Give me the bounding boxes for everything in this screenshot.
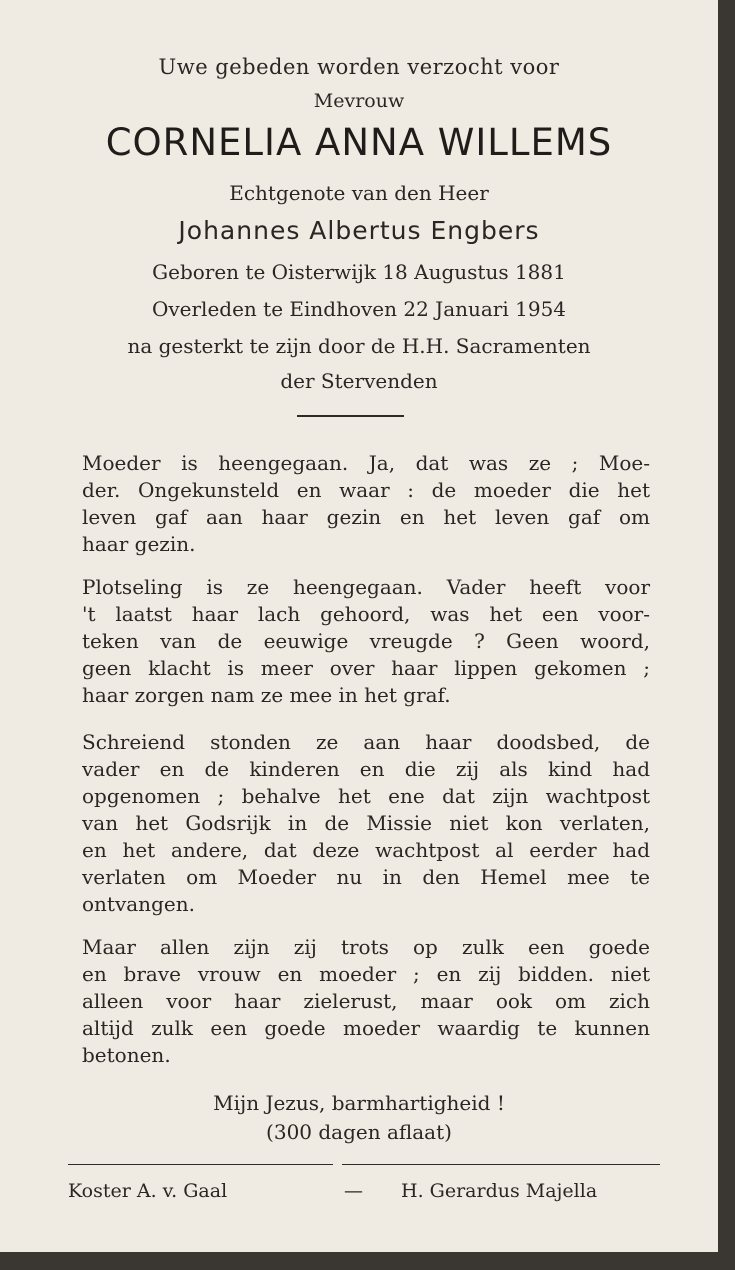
text-line: leven gaf aan haar gezin en het leven gaf om	[82, 505, 650, 529]
text-line: 't laatst haar lach gehoord, was het een voor-	[82, 602, 650, 626]
text-line: betonen.	[82, 1043, 171, 1067]
text-line: haar zorgen nam ze mee in het graf.	[82, 683, 451, 707]
text-line: ontvangen.	[82, 892, 195, 916]
prayer-request: Uwe gebeden worden verzocht voor	[158, 55, 560, 79]
spouse-intro: Echtgenote van den Heer	[229, 181, 489, 205]
text-line: opgenomen ; behalve het ene dat zijn wachtpost	[82, 784, 650, 808]
ejaculation-prayer: Mijn Jezus, barmhartigheid !	[213, 1091, 505, 1115]
text-line: teken van de eeuwige vreugde ? Geen woord,	[82, 629, 650, 653]
text-line: verlaten om Moeder nu in den Hemel mee te	[82, 865, 650, 889]
text-line: en het andere, dat deze wachtpost al eerder had	[82, 838, 650, 862]
text-line: van het Godsrijk in de Missie niet kon verlaten,	[82, 811, 650, 835]
honorific: Mevrouw	[313, 90, 405, 112]
text-line: Maar allen zijn zij trots op zulk een goede	[82, 935, 650, 959]
text-line: geen klacht is meer over haar lippen gekomen ;	[82, 656, 650, 680]
text-line: en brave vrouw en moeder ; en zij bidden. niet	[82, 962, 650, 986]
text-line: vader en de kinderen en die zij als kind had	[82, 757, 650, 781]
text-line: Moeder is heengegaan. Ja, dat was ze ; Moe-	[82, 451, 650, 475]
paragraph-4	[82, 934, 650, 1069]
sacrament-line: na gesterkt te zijn door de H.H. Sacramenten	[127, 334, 591, 358]
text-line: alleen voor haar zielerust, maar ook om zich	[82, 989, 650, 1013]
text-line: Plotseling is ze heengegaan. Vader heeft voor	[82, 575, 650, 599]
paragraph-1	[82, 450, 650, 558]
text-line: altijd zulk een goede moeder waardig te kunnen	[82, 1016, 650, 1040]
paragraph-2	[82, 574, 650, 709]
header-divider	[297, 415, 404, 417]
footer-rule-left	[68, 1164, 333, 1165]
deceased-name: CORNELIA ANNA WILLEMS	[105, 121, 613, 164]
footer-dash: —	[344, 1180, 363, 1202]
spouse-name: Johannes Albertus Engbers	[178, 216, 540, 245]
birth-line: Geboren te Oisterwijk 18 Augustus 1881	[152, 260, 566, 284]
death-line: Overleden te Eindhoven 22 Januari 1954	[151, 297, 567, 321]
sacrament-line-2: der Stervenden	[280, 369, 438, 393]
paragraph-3	[82, 729, 650, 918]
text-line: haar gezin.	[82, 532, 196, 556]
saint-name: H. Gerardus Majella	[401, 1180, 598, 1202]
text-line: Schreiend stonden ze aan haar doodsbed, de	[82, 730, 650, 754]
footer-rule-right	[342, 1164, 660, 1165]
text-line: der. Ongekunsteld en waar : de moeder die het	[82, 478, 650, 502]
indulgence-note: (300 dagen aflaat)	[266, 1120, 452, 1144]
printer-name: Koster A. v. Gaal	[68, 1180, 228, 1202]
